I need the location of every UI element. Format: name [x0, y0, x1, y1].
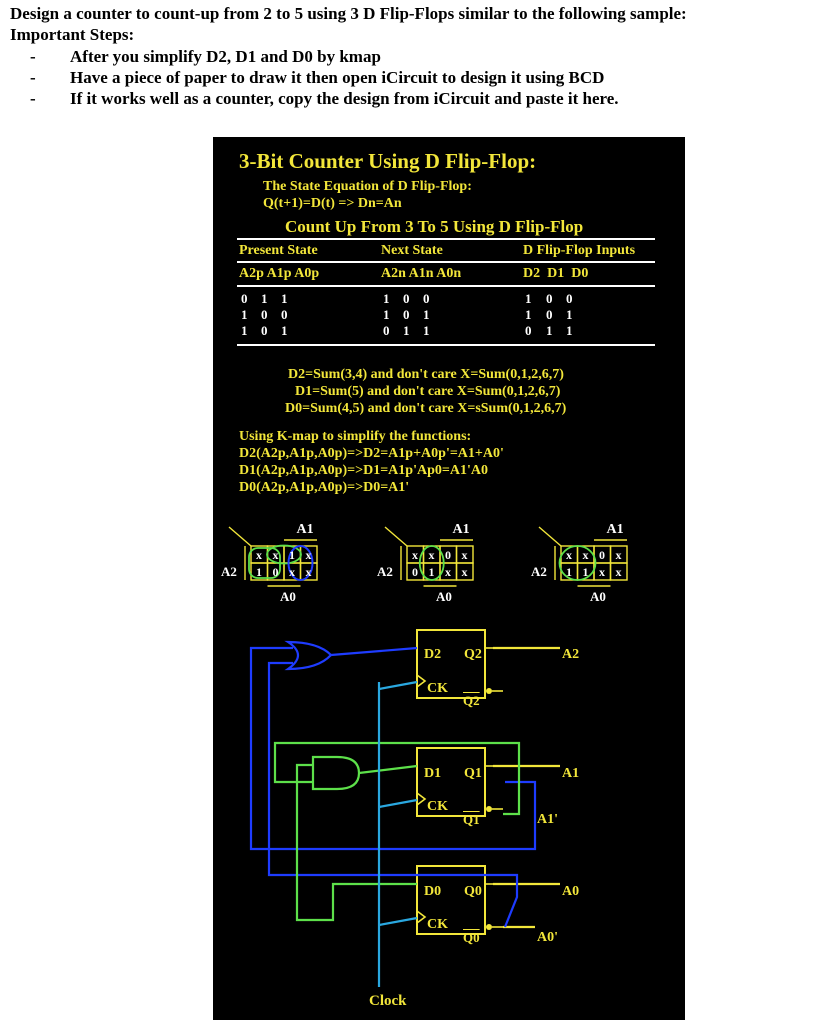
output-a1-bar: A1' — [537, 812, 558, 827]
ff1-d-label: D1 — [424, 766, 442, 781]
kmap-cell: x — [582, 548, 589, 562]
kmap-cell: x — [289, 565, 295, 579]
kmap-cell: x — [599, 565, 605, 579]
wire-green — [297, 765, 313, 782]
kmap-cell: 0 — [412, 565, 418, 579]
clock-triangle — [417, 911, 425, 923]
ff0-qbar-label: Q0 — [463, 930, 480, 945]
clock-branch — [379, 800, 417, 807]
simplified-d2: D2(A2p,A1p,A0p)=>D2=A1p+A0p'=A1+A0' — [239, 446, 504, 461]
truth-cell: 1 — [566, 307, 573, 322]
kmap-corner-line — [385, 527, 407, 546]
truth-cell: 1 — [566, 323, 573, 338]
sample-title: 3-Bit Counter Using D Flip-Flop: — [239, 149, 537, 173]
kmap-left-label: A2 — [377, 564, 393, 579]
ff1-q-label: Q1 — [464, 766, 482, 781]
header-next: Next State — [381, 243, 443, 258]
qbar-bubble — [486, 688, 492, 694]
clock-triangle — [417, 675, 425, 687]
truth-cell: 0 — [525, 323, 532, 338]
ff0-d-label: D0 — [424, 884, 442, 899]
header-present: Present State — [239, 243, 318, 258]
truth-cell: 1 — [546, 323, 553, 338]
kmap-intro: Using K-map to simplify the functions: — [239, 429, 472, 444]
kmap-cell: 0 — [599, 548, 605, 562]
ff2-qbar-label: Q2 — [463, 693, 480, 708]
kmap-top-label: A1 — [296, 522, 314, 537]
kmap-cell: x — [412, 548, 418, 562]
table-title: Count Up From 3 To 5 Using D Flip-Flop — [285, 217, 584, 236]
truth-cell: 0 — [546, 307, 553, 322]
ff0-q-label: Q0 — [464, 884, 482, 899]
ff2-d-label: D2 — [424, 647, 442, 662]
kmap-cell: x — [305, 548, 312, 562]
truth-cell: 1 — [423, 323, 430, 338]
output-a0-bar: A0' — [537, 930, 558, 945]
and-gate — [313, 757, 359, 789]
truth-cell: 0 — [241, 291, 248, 306]
step-item: - After you simplify D2, D1 and D0 by kmap — [30, 46, 619, 67]
kmap-corner-line — [539, 527, 561, 546]
qbar-bubble — [486, 924, 492, 930]
kmap-cell: 1 — [566, 565, 572, 579]
truth-cell: 0 — [423, 291, 430, 306]
or-output-wire — [331, 648, 417, 655]
sample-image — [213, 137, 685, 1020]
kmap-cell: x — [256, 548, 262, 562]
truth-cell: 0 — [383, 323, 390, 338]
truth-cell: 1 — [383, 291, 390, 306]
or-gate — [288, 642, 331, 669]
kmap-bottom-label: A0 — [436, 589, 452, 604]
sum-d2: D2=Sum(3,4) and don't care X=Sum(0,1,2,6,7) — [288, 367, 564, 382]
state-eq-label: The State Equation of D Flip-Flop: — [263, 179, 472, 194]
simplified-d0: D0(A2p,A1p,A0p)=>D0=A1' — [239, 480, 410, 495]
kmap-cell: x — [566, 548, 572, 562]
output-a0: A0 — [562, 884, 580, 899]
sum-d1: D1=Sum(5) and don't care X=Sum(0,1,2,6,7) — [295, 384, 561, 399]
subheader-next: A2n A1n A0n — [381, 266, 462, 281]
state-eq: Q(t+1)=D(t) => Dn=An — [263, 196, 402, 211]
truth-cell: 1 — [241, 307, 248, 322]
simplified-d1: D1(A2p,A1p,A0p)=>D1=A1p'Ap0=A1'A0 — [239, 463, 488, 478]
ff1-qbar-label: Q1 — [463, 812, 480, 827]
kmap-cell: 0 — [272, 565, 279, 579]
kmap-corner-line — [229, 527, 251, 546]
truth-cell: 0 — [546, 291, 553, 306]
header-inputs: D Flip-Flop Inputs — [523, 243, 636, 258]
truth-cell: 1 — [383, 307, 390, 322]
qbar-bubble — [486, 806, 492, 812]
clock-branch — [379, 682, 417, 689]
kmap-left-label: A2 — [221, 564, 237, 579]
kmap-bottom-label: A0 — [590, 589, 606, 604]
ff0-ck-label: CK — [427, 917, 448, 932]
kmap-cell: x — [461, 548, 468, 562]
step-item: - Have a piece of paper to draw it then open iCircuit to design it using BCD — [30, 67, 619, 88]
clock-triangle — [417, 793, 425, 805]
kmap-cell: 0 — [445, 548, 451, 562]
kmap-cell: 1 — [582, 565, 589, 579]
truth-cell: 1 — [281, 323, 288, 338]
sum-d0: D0=Sum(4,5) and don't care X=sSum(0,1,2,6,7) — [285, 401, 567, 416]
truth-cell: 0 — [403, 291, 410, 306]
truth-cell: 0 — [281, 307, 288, 322]
kmap-left-label: A2 — [531, 564, 547, 579]
kmap-cell: x — [461, 565, 468, 579]
kmap-cell: 1 — [256, 565, 262, 579]
truth-cell: 1 — [525, 291, 532, 306]
subheader-inputs: D2 D1 D0 — [523, 266, 589, 281]
truth-cell: 1 — [261, 291, 268, 306]
kmap-cell: x — [445, 565, 451, 579]
question-subtitle: Important Steps: — [10, 25, 135, 44]
truth-cell: 0 — [403, 307, 410, 322]
kmap-bottom-label: A0 — [280, 589, 296, 604]
truth-cell: 1 — [525, 307, 532, 322]
ff2-ck-label: CK — [427, 681, 448, 696]
kmap-cell: x — [615, 565, 622, 579]
kmap-cell: 1 — [428, 565, 435, 579]
kmap-top-label: A1 — [606, 522, 624, 537]
subheader-present: A2p A1p A0p — [239, 266, 320, 281]
truth-cell: 1 — [423, 307, 430, 322]
clock-branch — [379, 918, 417, 925]
truth-cell: 0 — [566, 291, 573, 306]
ff1-ck-label: CK — [427, 799, 448, 814]
wire-blue — [251, 648, 535, 849]
truth-cell: 1 — [241, 323, 248, 338]
step-item: - If it works well as a counter, copy the design from iCircuit and paste it here. — [30, 88, 619, 109]
kmap-cell: 1 — [289, 548, 295, 562]
ff2-q-label: Q2 — [464, 647, 482, 662]
truth-cell: 1 — [403, 323, 410, 338]
clock-label: Clock — [369, 993, 407, 1009]
and-output-wire — [359, 766, 417, 773]
truth-cell: 1 — [281, 291, 288, 306]
kmap-top-label: A1 — [452, 522, 470, 537]
kmap-cell: x — [428, 548, 435, 562]
kmap-cell: x — [272, 548, 279, 562]
kmap-cell: x — [305, 565, 312, 579]
truth-cell: 0 — [261, 307, 268, 322]
kmap-cell: x — [615, 548, 622, 562]
steps-list — [30, 46, 619, 109]
output-a1: A1 — [562, 766, 580, 781]
truth-cell: 0 — [261, 323, 268, 338]
output-a2: A2 — [562, 647, 580, 662]
question-title: Design a counter to count-up from 2 to 5 using 3 D Flip-Flops similar to the following sample: — [10, 4, 687, 23]
